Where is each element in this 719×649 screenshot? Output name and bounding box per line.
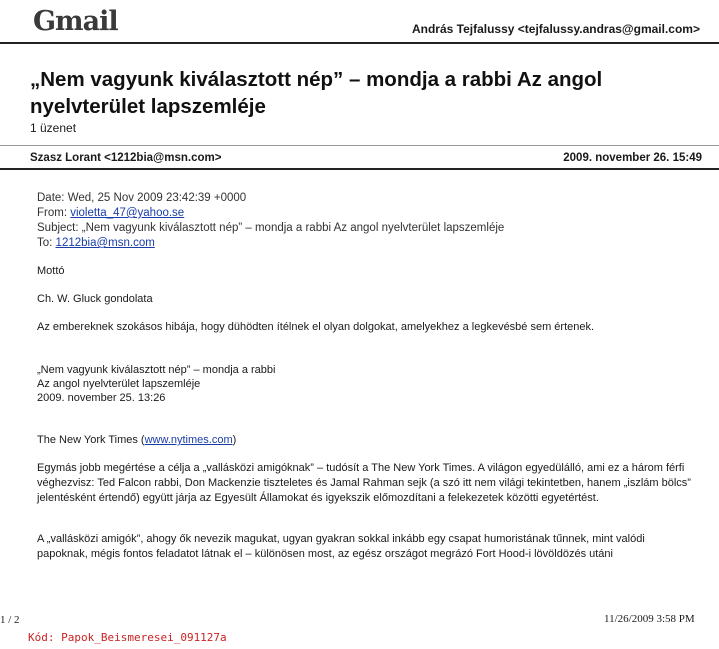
subject-label: Subject:: [37, 222, 79, 234]
gmail-logo: Gmail: [33, 6, 118, 37]
quote-author: Ch. W. Gluck gondolata: [37, 293, 153, 305]
message-header[interactable]: [30, 152, 702, 164]
message-count: 1 üzenet: [30, 121, 77, 135]
source-line: [37, 433, 697, 448]
to-email-link[interactable]: 1212bia@msn.com: [55, 237, 155, 249]
article-date: 2009. november 25. 13:26: [37, 392, 166, 404]
article-title: „Nem vagyunk kiválasztott nép” – mondja a rabbi: [37, 364, 276, 376]
thread-title: „Nem vagyunk kiválasztott nép” – mondja a rabbi Az angol nyelvterület lapszemléje: [30, 68, 603, 118]
message-date: 2009. november 26. 15:49: [563, 152, 702, 164]
document-code: Kód: Papok_Beismeresei_091127a: [28, 631, 227, 644]
date-value: Wed, 25 Nov 2009 23:42:39 +0000: [67, 192, 247, 204]
source-suffix: ): [232, 434, 237, 446]
to-label: To:: [37, 237, 53, 249]
header-divider: [0, 42, 719, 44]
quote-text: Az embereknek szokásos hibája, hogy dühödten ítélnek el olyan dolgokat, amelyekhez a legkevésbé sem értenek.: [37, 321, 595, 333]
body-paragraph-2: A „vallásközi amigók”, ahogy ők nevezik magukat, ugyan gyakran sokkal inkább egy csapat humoristának tűnnek, mint valódi papoknak, mégis fontos feladatot látnak el – különösen most, az egész országot megrázó Fort Hood-i lövöldözés utáni: [37, 533, 645, 560]
from-email-link[interactable]: violetta_47@yahoo.se: [70, 207, 185, 219]
sender-name: Szasz Lorant <1212bia@msn.com>: [30, 152, 222, 164]
page-number: 1 / 2: [0, 614, 20, 626]
title-divider: [0, 145, 719, 146]
source-prefix: The New York Times (: [37, 434, 145, 446]
from-label: From:: [37, 207, 68, 219]
subject-value: „Nem vagyunk kiválasztott nép” – mondja a rabbi Az angol nyelvterület lapszemléje: [81, 222, 505, 234]
body-paragraph-1: Egymás jobb megértése a célja a „vallásközi amigóknak” – tudósít a The New York Times. A világon egyedülálló, ami ez a három férfi véghezvisz: Ted Falcon rabbi, Don Mackenzie tiszteletes és Jamal Rahman sejk (a szó itt nem világi tekintetben, hanem „iszlám bölcs” jelentésként értendő) együtt járja az Egyesült Államokat és igyekszik előmozdítani a felekezetek közötti egyetértést.: [37, 462, 691, 504]
print-timestamp: 11/26/2009 3:58 PM: [604, 613, 695, 625]
forward-meta: [37, 191, 504, 251]
date-label: Date:: [37, 192, 65, 204]
account-label: András Tejfalussy <tejfalussy.andras@gmail.com>: [411, 22, 700, 36]
motto-label: Mottó: [37, 265, 65, 277]
nytimes-link[interactable]: www.nytimes.com: [144, 434, 233, 446]
sender-divider: [0, 168, 719, 170]
article-subtitle: Az angol nyelvterület lapszemléje: [37, 378, 201, 390]
